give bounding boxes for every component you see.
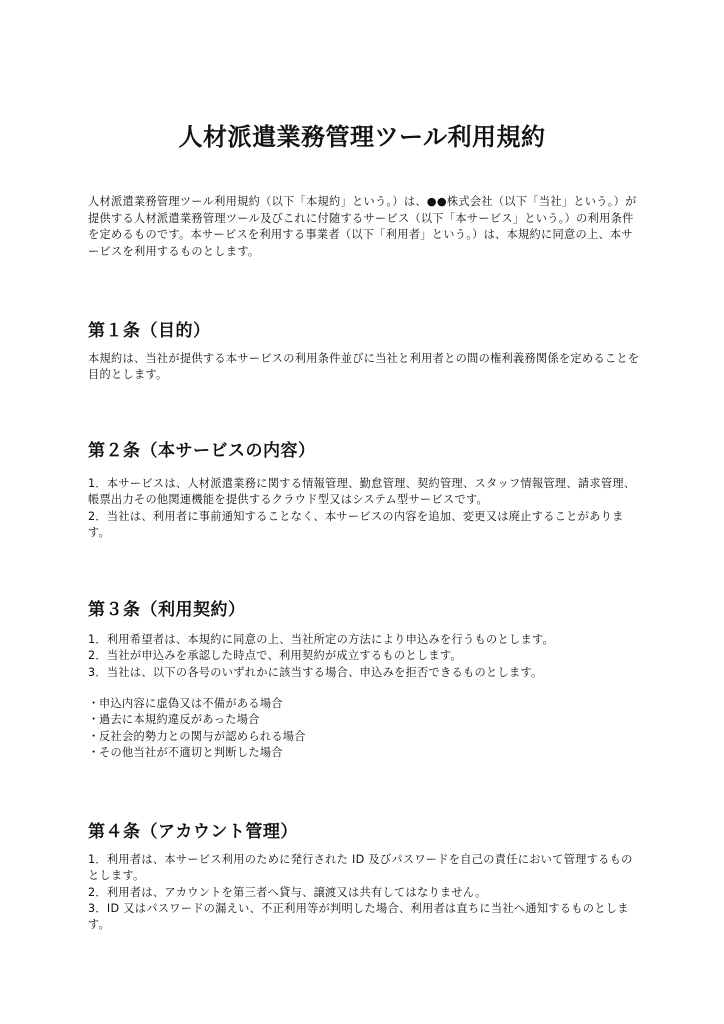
list-item [88,696,640,712]
article-3-paragraph-3: 3．当社は、以下の各号のいずれかに該当する場合、申込みを拒否できるものとします。 [88,665,543,679]
article-4-paragraph-2: 2．利用者は、アカウントを第三者へ貸与、譲渡又は共有してはなりません。 [88,885,487,899]
bullet-mark: ・ [88,697,100,710]
article-1-heading: 第１条（目的） [88,321,211,341]
article-1-paragraph-1: 本規約は、当社が提供する本サービスの利用条件並びに当社と利用者との間の権利義務関係を定めることを目的とします。 [88,352,640,382]
list-item [88,712,640,728]
article-3-paragraph-2: 2．当社が申込みを承認した時点で、利用契約が成立するものとします。 [88,649,462,663]
list-item [88,745,640,761]
article-2-paragraph-1: 1．本サービスは、人材派遣業務に関する情報管理、勤怠管理、契約管理、スタッフ情報管理、請求管理、帳票出力その他関連機能を提供するクラウド型又はシステム型サービスです。 [88,477,636,507]
article-3-bullet-list [88,696,640,761]
article-3-heading: 第３条（利用契約） [88,600,246,620]
intro-paragraph: 人材派遣業務管理ツール利用規約（以下「本規約」という。）は、●●株式会社（以下「当社」という。）が提供する人材派遣業務管理ツール及びこれに付随するサービス（以下「本サービス」という。）の利用条件を定めるものです。本サービスを利用する事業者（以下「利用者」という。）は、本規約に同意の上、本サービスを利用するものとします。 [88,195,637,258]
bullet-mark: ・ [88,713,100,727]
article-4-paragraph-3: 3．ID 又はパスワードの漏えい、不正利用等が判明した場合、利用者は直ちに当社へ通知するものとします。 [88,901,629,932]
article-2-paragraph-2: 2．当社は、利用者に事前通知することなく、本サービスの内容を追加、変更又は廃止することがあります。 [88,509,624,539]
article-4-body [88,852,640,933]
list-item [88,729,640,745]
list-item-text: その他当社が不適切と判断した場合 [99,745,283,759]
article-3-body [88,632,640,681]
article-2-heading: 第２条（本サービスの内容） [88,441,316,461]
bullet-mark: ・ [88,745,100,759]
article-4-paragraph-1: 1．利用者は、本サービス利用のために発行された ID 及びパスワードを自己の責任において管理するものとします。 [88,853,633,883]
article-4-heading: 第４条（アカウント管理） [88,822,298,842]
list-item-text: 反社会的勢力との関与が認められる場合 [99,729,306,743]
list-item-text: 過去に本規約違反があった場合 [99,713,260,727]
article-1-body [88,351,640,384]
document-title: 人材派遣業務管理ツール利用規約 [178,123,546,151]
article-3-paragraph-1: 1．利用希望者は、本規約に同意の上、当社所定の方法により申込みを行うものとします。 [88,633,555,646]
list-item-text: 申込内容に虚偽又は不備がある場合 [99,697,283,710]
bullet-mark: ・ [88,729,100,743]
article-2-body [88,476,640,541]
